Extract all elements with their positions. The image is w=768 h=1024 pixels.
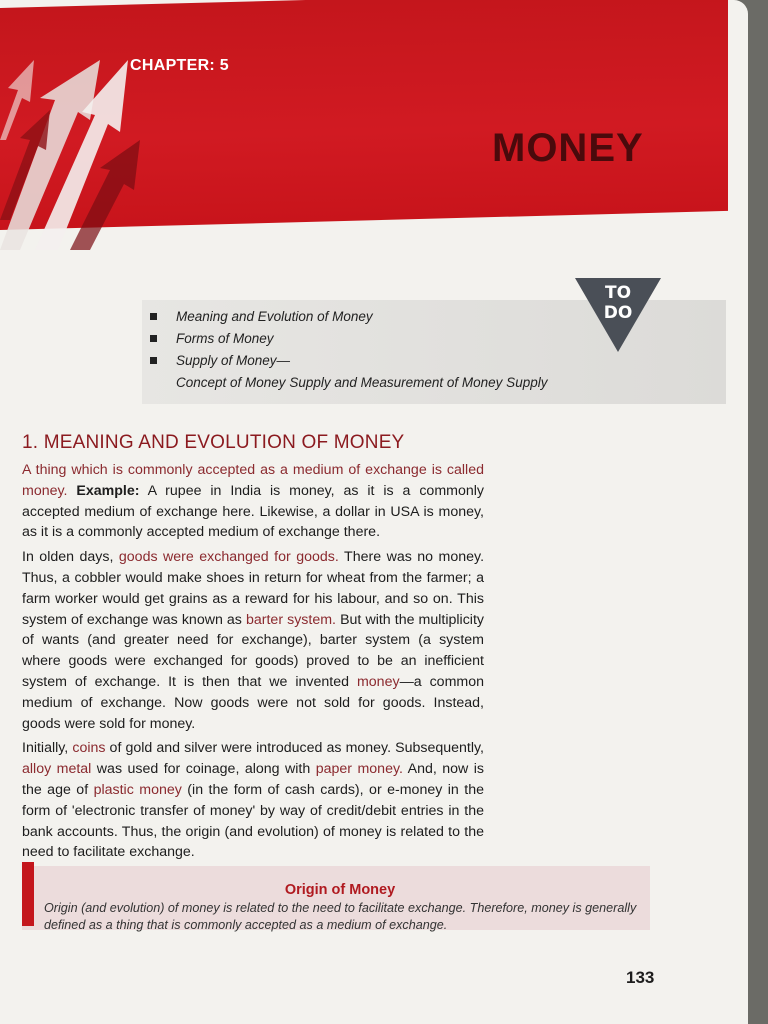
todo-item: Meaning and Evolution of Money <box>146 306 547 328</box>
todo-item: Forms of Money <box>146 328 547 350</box>
section-heading: 1. MEANING AND EVOLUTION OF MONEY <box>22 432 405 453</box>
body-text <box>22 460 484 867</box>
origin-accent-bar <box>22 862 34 926</box>
chapter-title: MONEY <box>492 126 644 170</box>
todo-item: Supply of Money— <box>146 350 547 372</box>
paragraph-evolution: Initially, coins of gold and silver were introduced as money. Subsequently, alloy metal was used for coinage, along with paper money. And, now is the age of plastic money (in the form of cash cards), or e-money in the form of 'electronic transfer of money' by way of credit/debit entries in the bank accounts. Thus, the origin (and evolution) of money is related to the need to facilitate exchange. <box>22 740 484 861</box>
bullet-icon <box>150 357 157 364</box>
todo-sub-item: Concept of Money Supply and Measurement of Money Supply <box>176 375 548 390</box>
page-number: 133 <box>626 968 655 987</box>
paragraph-definition: A thing which is commonly accepted as a medium of exchange is called money. Example: A rupee in India is money, as it is a commonly accepted medium of exchange here. Likewise, a dollar in USA is money, as it is a commonly accepted medium of exchange there. <box>22 462 484 541</box>
origin-title: Origin of Money <box>284 882 396 898</box>
origin-text: Origin (and evolution) of money is related to the need to facilitate exchange. Therefore, money is generally defined as a thing that is commonly accepted as a medium of exchange. <box>44 901 637 932</box>
rising-arrows-graphic <box>0 20 150 250</box>
todo-list <box>146 306 547 394</box>
bullet-icon <box>150 313 157 320</box>
paragraph-barter: In olden days, goods were exchanged for goods. There was no money. Thus, a cobbler would make shoes in return for wheat from the farmer; a farm worker would get grains as a reward for his labour, and so on. This system of exchange was known as barter system. But with the multiplicity of wants (and greater need for exchange), barter system (a system where goods were exchanged for goods) proved to be an inefficient system of exchange. It is then that we invented money—a common medium of exchange. Now goods were not sold for goods. Instead, goods were sold for money. <box>22 549 485 732</box>
chapter-label: CHAPTER: 5 <box>130 57 230 74</box>
bullet-icon <box>150 335 157 342</box>
todo-badge-label: TO DO <box>603 283 633 323</box>
